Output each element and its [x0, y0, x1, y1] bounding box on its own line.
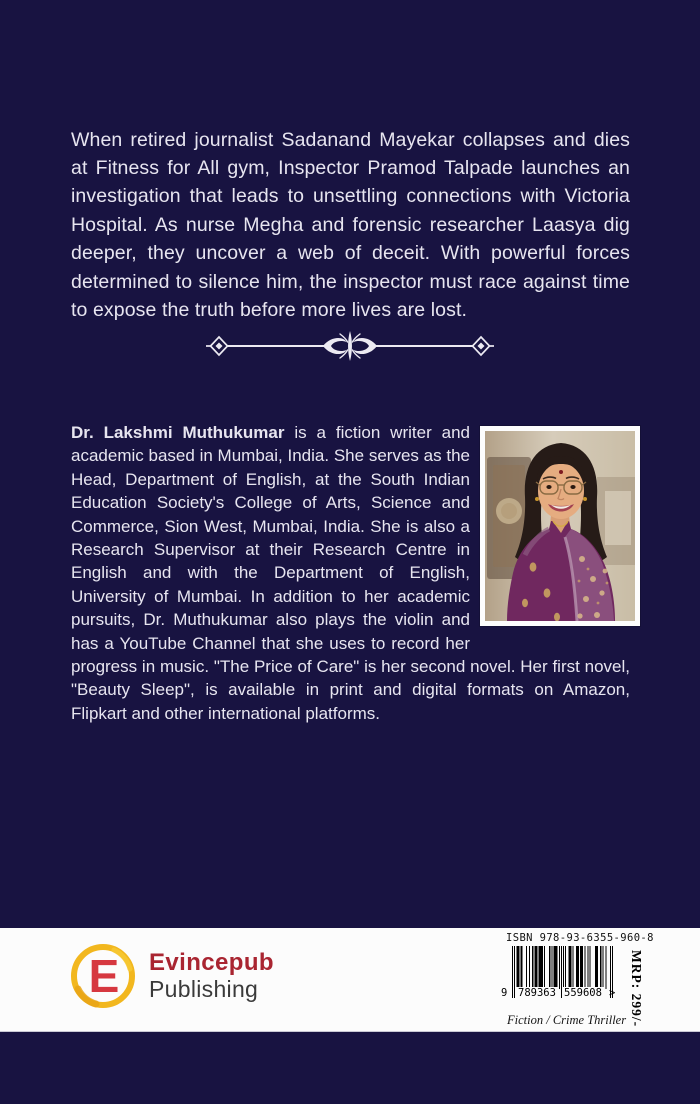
mrp-label: MRP: 299/-	[629, 950, 644, 1028]
barcode-block	[501, 932, 656, 1028]
author-photo	[480, 426, 640, 626]
author-bio-text: is a fiction writer and academic based in Mumbai, India. She serves as the Head, Department of English, at the South Indian Education Society's College of Arts, Science and Commerce, Sion West, Mumbai, India. She is also a Research Supervisor at their Research Centre in English and with the Department of English, University of Mumbai. In addition to her academic pursuits, Dr. Muthukumar also plays the violin and has a YouTube Channel that she uses to record her progress in music. "The Price of Care" is her second novel. Her first novel, "Beauty Sleep", is available in print and digital formats on Amazon, Flipkart and other international platforms.	[71, 423, 630, 723]
barcode-digits	[501, 987, 636, 1001]
publisher-logo-icon	[70, 941, 136, 1011]
author-bio	[71, 421, 630, 725]
synopsis-text: When retired journalist Sadanand Mayekar collapses and dies at Fitness for All gym, Inspector Pramod Talpade launches an investigation that leads to unsettling connections with Victoria Hospital. As nurse Megha and forensic researcher Laasya dig deeper, they uncover a web of deceit. With powerful forces determined to silence him, the inspector must race against time to expose the truth before more lives are lost.	[71, 128, 630, 321]
publisher-name: Evincepub	[149, 948, 274, 976]
barcode-digit-group1: 789363	[518, 987, 556, 999]
barcode-digit-group2: 559608	[564, 987, 602, 999]
publisher-logo-letter: E	[88, 950, 120, 1002]
publisher-subtitle: Publishing	[149, 975, 259, 1002]
genre-label: Fiction / Crime Thriller	[507, 1013, 627, 1027]
author-name: Dr. Lakshmi Muthukumar	[71, 423, 285, 442]
barcode-digit-first: 9	[501, 987, 508, 999]
publisher-logo	[70, 941, 274, 1011]
barcode-arrow: >	[609, 987, 616, 999]
footer-strip	[0, 928, 700, 1032]
ornamental-divider-icon	[205, 331, 495, 361]
isbn-label: ISBN 978-93-6355-960-8	[506, 932, 654, 944]
